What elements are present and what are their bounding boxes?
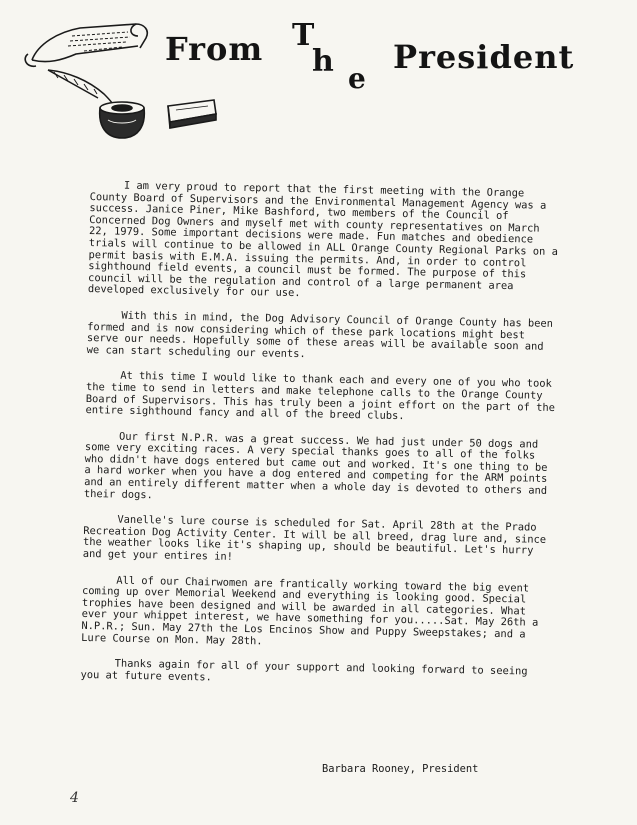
letter-paragraph-2: With this in mind, the Dog Advisory Council of Orange County has been formed and is now considering which of these park locations might best serve our needs. Hopefully some of these areas will be available soon and we can start scheduling our events.: [86, 309, 554, 360]
page-number: 4: [70, 790, 79, 806]
quill-pen-icon: [48, 70, 114, 106]
scroll-icon: [25, 24, 147, 66]
inkwell-icon: [100, 102, 145, 138]
letter-paragraph-1: I am very proud to report that the first meeting with the Orange County Board of Supervisors and the Environmental Management Agency was a success. Janice Piner, Mike Bashford, two members of the Council of Concerned Dog Owners and myself met with county representatives on March 22, 1979. Some important decisions were made. Fun matches and obedience trials will continue to be allowed in ALL Orange County Regional Parks on a permit basis with E.M.A. issuing the permits. And, in order to control sighthound field events, a council must be formed. The purpose of this council will be the regulation and control of a large permanent area developed exclusively for our use.: [87, 179, 559, 300]
title-president: President: [393, 38, 575, 76]
letter-paragraph-3: At this time I would like to thank each and every one of you who took the time to send in letters and make telephone calls to the Orange County Board of Supervisors. This has truly been a joint effort on the part of the entire sighthound fancy and all of the breed clubs.: [85, 369, 556, 423]
page-header: [0, 0, 637, 150]
title-from: From: [165, 30, 264, 68]
letter-paragraph-5: Vanelle's lure course is scheduled for Sat. April 28th at the Prado Recreation Dog Activity Center. It will be all breed, drag lure and, since the weather looks like it's shaping up, should be beautiful. Let's hurry and get your entires in!: [82, 513, 547, 563]
letter-paragraph-6: All of our Chairwomen are frantically working toward the big event coming up over Memorial Weekend and everything is looking good. Special trophies have been designed and will be awarded in all categories. What ever your whippet interest, we have something for you.....Sat. May 26th a N.P.R.; Sun. May 27th the Los Encinos Show and Puppy Sweepstakes; and a Lure Course on Mon. May 28th.: [81, 574, 539, 647]
title-the-h: h: [312, 44, 334, 79]
title-the-e: e: [348, 62, 366, 95]
signature-line: Barbara Rooney, President: [322, 763, 479, 775]
letter-paragraph-4: Our first N.P.R. was a great success. We had just under 50 dogs and some very exciting races. A very special thanks goes to all of the folks who didn't have dogs entered but came out and worked. It's one thing to be a hard worker when you have a dog entered and competing for the ARM points and an entirely different matter when a whole day is devoted to others and their dogs.: [83, 430, 548, 501]
book-icon: [168, 100, 216, 128]
title-the-t: T: [292, 18, 315, 53]
letter-body: [80, 180, 560, 704]
letter-paragraph-7: Thanks again for all of your support and looking forward to seeing you at future events.: [80, 657, 528, 684]
